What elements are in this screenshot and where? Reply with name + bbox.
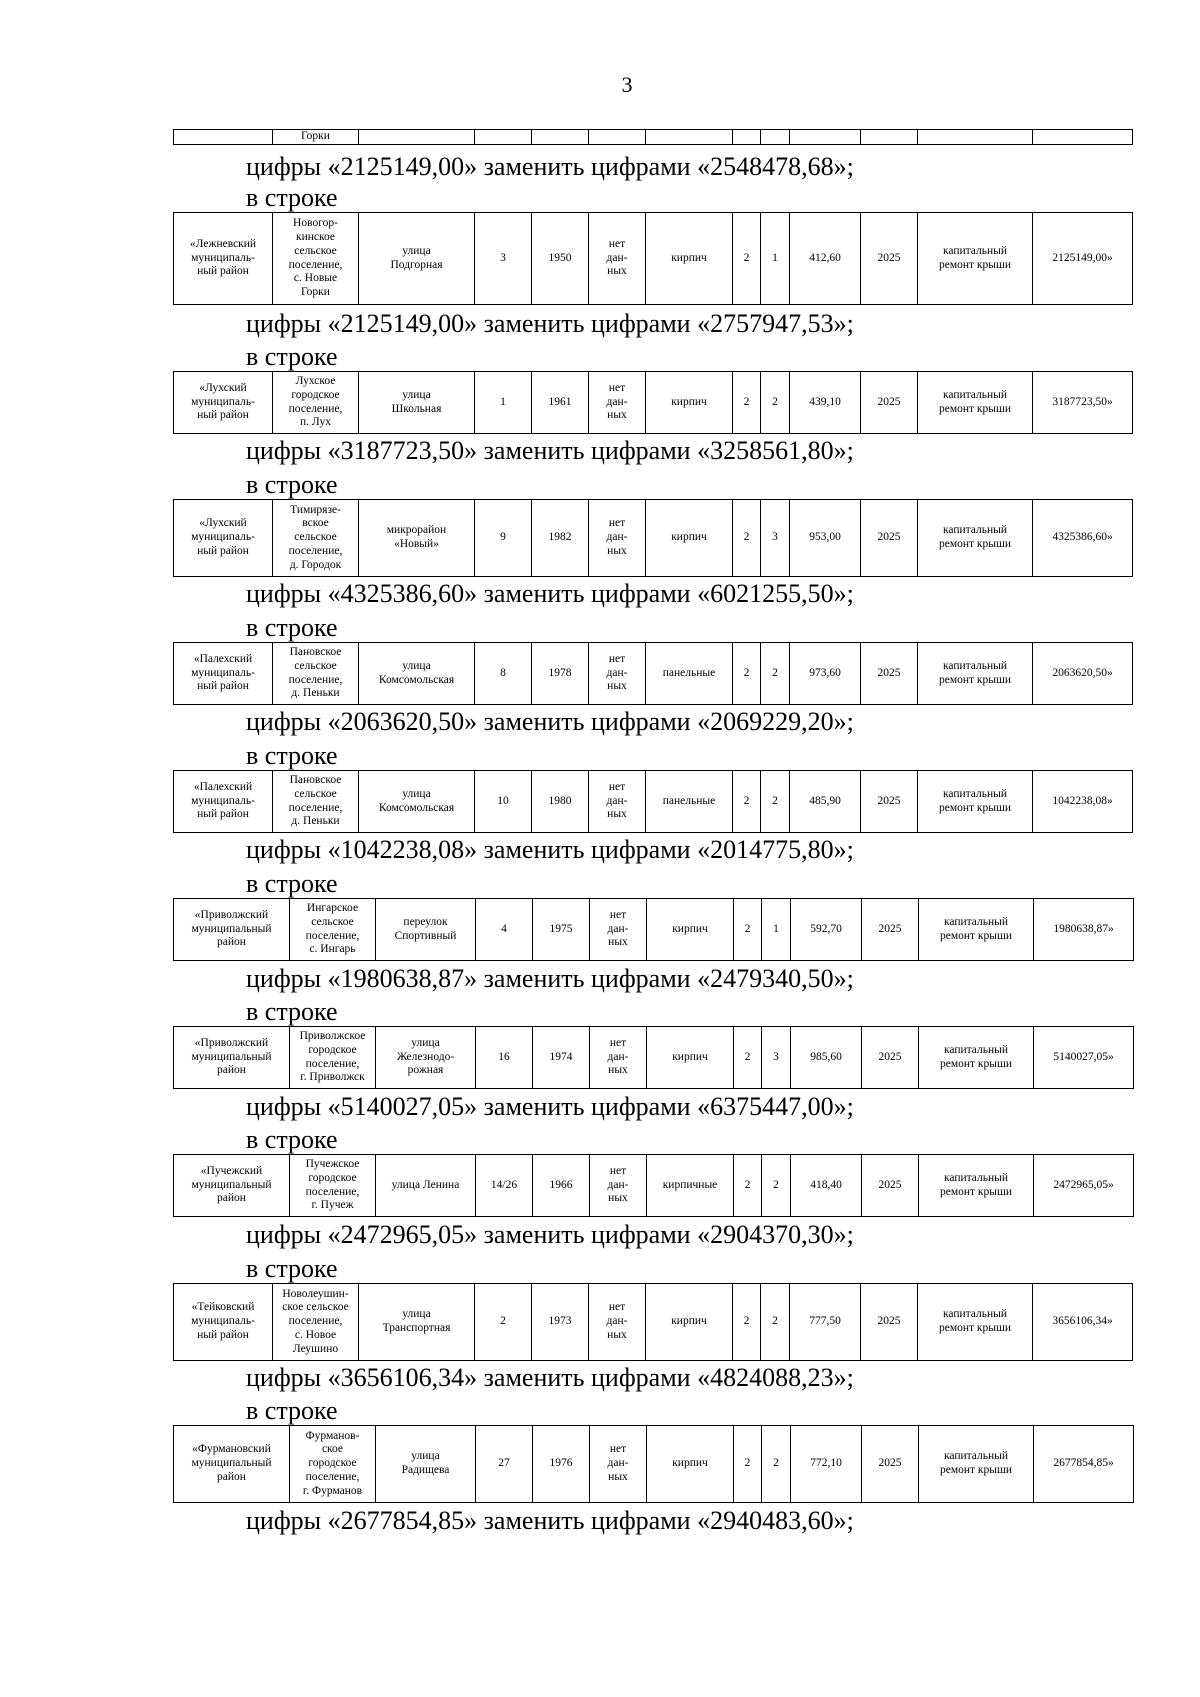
in-row-label: в строке [246,741,338,770]
table-cell: 1978 [532,643,589,705]
table-cell: 985,60 [791,1027,862,1089]
table-cell: 3656106,34» [1033,1284,1133,1361]
table-cell: нет дан- ных [590,1426,647,1503]
table-cell: Тимирязе- вское сельское поселение, д. Городок [273,500,359,577]
table-cell: кирпичные [647,1155,734,1217]
page-number: 3 [621,72,633,97]
table-cell [733,130,761,145]
table-cell: нет дан- ных [590,1155,647,1217]
table-cell: 1 [475,372,532,434]
table-cell: Ингарское сельское поселение, с. Ингарь [290,899,376,961]
table-cell: Новогор- кинское сельское поселение, с. Новые Горки [273,213,359,305]
data-table-row-block [173,642,1133,705]
table-cell: 953,00 [790,500,861,577]
table-cell: 2025 [862,899,919,961]
table-cell: 1 [762,899,791,961]
table-cell [1033,130,1133,145]
table-cell: Пановское сельское поселение, д. Пеньки [273,771,359,833]
table-cell: капитальный ремонт крыши [919,1027,1034,1089]
table-cell: 2 [734,1155,762,1217]
table-row [174,500,1133,577]
replacement-instruction: цифры «2472965,05» заменить цифрами «2904370,30»; [246,1220,854,1249]
table-cell: 2 [734,899,762,961]
table-cell: 1950 [532,213,589,305]
table-cell: нет дан- ных [589,213,646,305]
table-cell: 2 [733,500,761,577]
table-cell: 1980638,87» [1034,899,1134,961]
table-cell: Пановское сельское поселение, д. Пеньки [273,643,359,705]
table-cell: улица Школьная [359,372,475,434]
table-cell: 2 [733,1284,761,1361]
table-cell: 1976 [533,1426,590,1503]
table-cell: 4 [476,899,533,961]
table-cell: 2 [734,1426,762,1503]
table-cell: 1975 [533,899,590,961]
table-cell: 1973 [532,1284,589,1361]
table-cell [475,130,532,145]
table-cell: 2 [734,1027,762,1089]
table-cell: 2025 [861,771,918,833]
table-cell: нет дан- ных [589,500,646,577]
table-cell: капитальный ремонт крыши [919,899,1034,961]
table-cell: Фурманов- ское городское поселение, г. Фурманов [290,1426,376,1503]
table-cell: 16 [476,1027,533,1089]
table-cell: Горки [273,130,359,145]
table-cell: «Тейковский муниципаль- ный район [174,1284,273,1361]
table-cell: 2063620,50» [1033,643,1133,705]
table-cell [918,130,1033,145]
table-cell: 2 [762,1155,791,1217]
data-table-row-block [173,898,1134,961]
table-row [174,899,1134,961]
table-cell: 1974 [533,1027,590,1089]
table-cell: нет дан- ных [590,899,647,961]
table-cell: 2 [733,643,761,705]
table-cell: улица Подгорная [359,213,475,305]
in-row-label: в строке [246,997,338,1026]
data-table-row-block [173,770,1133,833]
table-row [174,213,1133,305]
table-row [174,1284,1133,1361]
in-row-label: в строке [246,1396,338,1425]
table-cell: улица Ленина [376,1155,476,1217]
table-cell: 1980 [532,771,589,833]
table-cell: панельные [646,643,733,705]
table-cell: 418,40 [791,1155,862,1217]
replacement-instruction: цифры «3187723,50» заменить цифрами «3258561,80»; [246,436,854,465]
table-cell: «Пучежский муниципальный район [174,1155,290,1217]
table-cell: капитальный ремонт крыши [918,500,1033,577]
table-cell [589,130,646,145]
table-cell: 412,60 [790,213,861,305]
in-row-label: в строке [246,183,338,212]
table-cell: 4325386,60» [1033,500,1133,577]
table-cell: «Фурмановский муниципальный район [174,1426,290,1503]
data-table-row-block [173,1026,1134,1089]
data-table-row-block [173,499,1133,577]
replacement-instruction: цифры «1042238,08» заменить цифрами «2014775,80»; [246,835,854,864]
table-cell: улица Комсомольская [359,643,475,705]
table-cell: 1982 [532,500,589,577]
table-cell: кирпич [646,372,733,434]
table-cell: 2025 [862,1027,919,1089]
table-cell: «Лежневский муниципаль- ный район [174,213,273,305]
table-cell: кирпич [646,1284,733,1361]
table-cell: 439,10 [790,372,861,434]
table-cell [532,130,589,145]
table-cell: нет дан- ных [589,372,646,434]
table-cell [359,130,475,145]
in-row-label: в строке [246,1125,338,1154]
table-cell: 973,60 [790,643,861,705]
table-row [174,1027,1134,1089]
table-cell: 3 [475,213,532,305]
table-cell: Новолеушин- ское сельское поселение, с. Новое Леушино [273,1284,359,1361]
table-cell: капитальный ремонт крыши [918,771,1033,833]
replacement-instruction: цифры «2125149,00» заменить цифрами «2757947,53»; [246,309,854,338]
table-cell: улица Радищева [376,1426,476,1503]
table-cell: 2 [761,1284,790,1361]
table-row [174,771,1133,833]
replacement-instruction: цифры «2063620,50» заменить цифрами «2069229,20»; [246,707,854,736]
table-cell: 2025 [861,643,918,705]
table-cell: 2 [733,771,761,833]
table-cell: 3 [762,1027,791,1089]
table-cell: 777,50 [790,1284,861,1361]
table-cell: кирпич [647,1027,734,1089]
table-cell: Пучежское городское поселение, г. Пучеж [290,1155,376,1217]
table-cell: 9 [475,500,532,577]
table-cell: «Приволжский муниципальный район [174,1027,290,1089]
table-cell: кирпич [647,1426,734,1503]
table-cell: улица Комсомольская [359,771,475,833]
table-cell: 2677854,85» [1034,1426,1134,1503]
table-cell: 8 [475,643,532,705]
table-cell: 2025 [861,1284,918,1361]
table-cell: 1961 [532,372,589,434]
replacement-instruction: цифры «3656106,34» заменить цифрами «4824088,23»; [246,1363,854,1392]
table-cell [790,130,861,145]
table-row [174,1155,1134,1217]
table-cell: 1 [761,213,790,305]
table-cell: 2025 [862,1426,919,1503]
table-cell: нет дан- ных [590,1027,647,1089]
table-cell: кирпич [646,500,733,577]
table-cell: улица Транспортная [359,1284,475,1361]
table-cell: 2025 [862,1155,919,1217]
table-cell: «Палехский муниципаль- ный район [174,643,273,705]
table-cell: «Палехский муниципаль- ный район [174,771,273,833]
replacement-instruction: цифры «4325386,60» заменить цифрами «6021255,50»; [246,579,854,608]
table-cell: нет дан- ных [589,1284,646,1361]
table-cell: 2125149,00» [1033,213,1133,305]
replacement-instruction: цифры «2677854,85» заменить цифрами «2940483,60»; [246,1506,854,1535]
table-cell: капитальный ремонт крыши [919,1155,1034,1217]
table-cell: капитальный ремонт крыши [918,372,1033,434]
table-cell [861,130,918,145]
table-cell: 2472965,05» [1034,1155,1134,1217]
table-cell [646,130,733,145]
table-cell: 1042238,08» [1033,771,1133,833]
data-table-row-block [173,371,1133,434]
table-cell: «Приволжский муниципальный район [174,899,290,961]
table-cell: 3 [761,500,790,577]
table-cell: Приволжское городское поселение, г. Приволжск [290,1027,376,1089]
replacement-instruction: цифры «1980638,87» заменить цифрами «2479340,50»; [246,964,854,993]
table-cell: капитальный ремонт крыши [918,213,1033,305]
table-cell: панельные [646,771,733,833]
table-cell: 3187723,50» [1033,372,1133,434]
table-cell: 10 [475,771,532,833]
table-cell: капитальный ремонт крыши [918,643,1033,705]
table-cell: нет дан- ных [589,771,646,833]
table-row [174,1426,1134,1503]
table-cell: 2 [761,771,790,833]
table-cell: 1966 [533,1155,590,1217]
table-cell [174,130,273,145]
in-row-label: в строке [246,613,338,642]
table-row [174,643,1133,705]
table-cell: капитальный ремонт крыши [918,1284,1033,1361]
replacement-instruction: цифры «2125149,00» заменить цифрами «2548478,68»; [246,152,854,181]
table-cell: 2 [733,213,761,305]
in-row-label: в строке [246,869,338,898]
table-fragment [173,129,1133,145]
table-cell: нет дан- ных [589,643,646,705]
table-cell: 2025 [861,372,918,434]
table-cell: переулок Спортивный [376,899,476,961]
table-cell: 2 [761,372,790,434]
data-table-row-block [173,212,1133,305]
in-row-label: в строке [246,1254,338,1283]
table-cell: 2 [475,1284,532,1361]
table-cell: 27 [476,1426,533,1503]
table-cell: 14/26 [476,1155,533,1217]
table-cell: Лухское городское поселение, п. Лух [273,372,359,434]
table-cell: 2 [761,643,790,705]
in-row-label: в строке [246,342,338,371]
table-row [174,372,1133,434]
in-row-label: в строке [246,470,338,499]
table-cell: 2 [733,372,761,434]
data-table-row-block [173,1425,1134,1503]
table-cell: 5140027,05» [1034,1027,1134,1089]
table-cell: 592,70 [791,899,862,961]
table-cell: улица Железнодо- рожная [376,1027,476,1089]
table-cell: «Лухский муниципаль- ный район [174,500,273,577]
table-cell: 485,90 [790,771,861,833]
data-table-row-block [173,1283,1133,1361]
table-cell [761,130,790,145]
table-cell: 2 [762,1426,791,1503]
table-cell: кирпич [646,213,733,305]
table-cell: «Лухский муниципаль- ный район [174,372,273,434]
table-cell: кирпич [647,899,734,961]
table-cell: 2025 [861,213,918,305]
data-table-row-block [173,1154,1134,1217]
replacement-instruction: цифры «5140027,05» заменить цифрами «6375447,00»; [246,1092,854,1121]
table-cell: микрорайон «Новый» [359,500,475,577]
table-cell: 772,10 [791,1426,862,1503]
table-cell: 2025 [861,500,918,577]
table-cell: капитальный ремонт крыши [919,1426,1034,1503]
